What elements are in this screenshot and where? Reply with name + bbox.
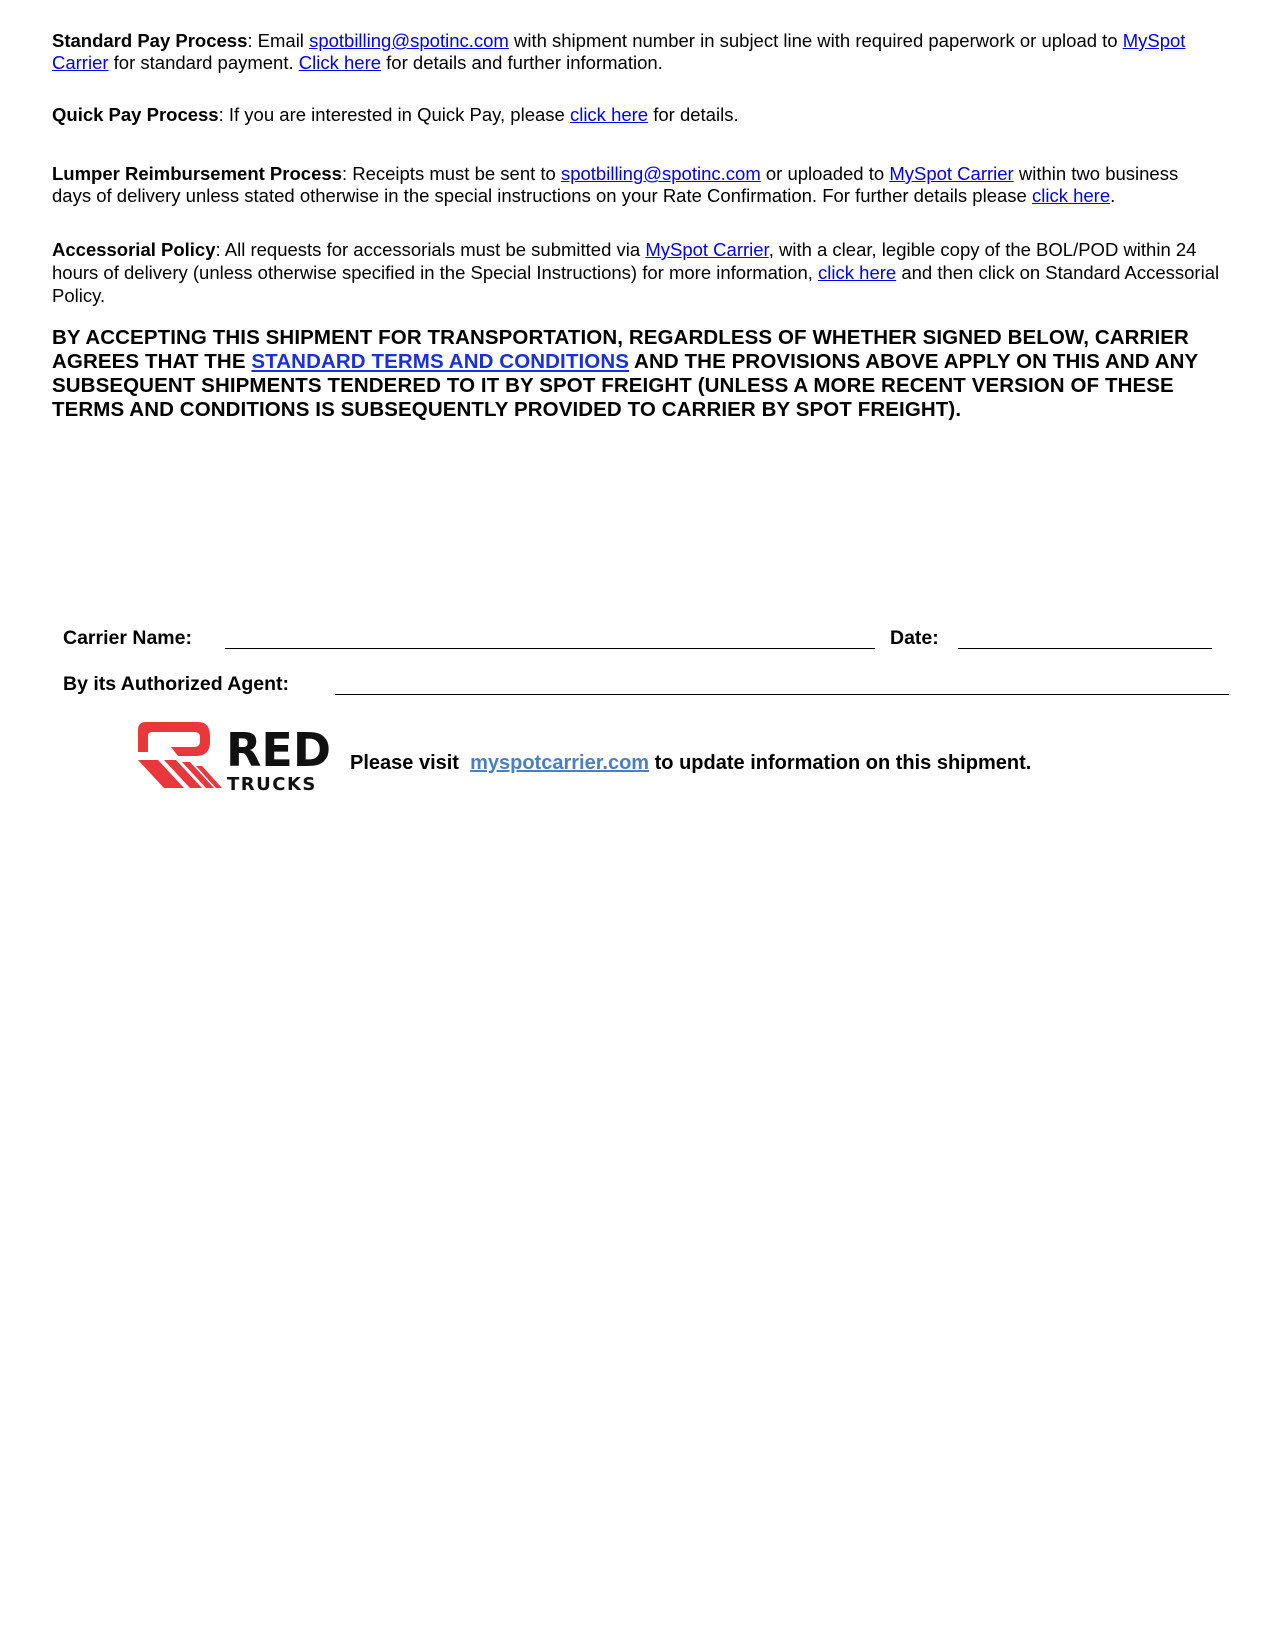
date-label: Date: <box>890 627 939 649</box>
accessorial-text-3: and then click on Standard Accessorial Policy. <box>52 262 1220 306</box>
billing-email-link[interactable]: spotbilling@spotinc.com <box>309 30 509 51</box>
lumper-text-3: within two business days of delivery unless stated otherwise in the special instructions on your Rate Confirmation. For further details please <box>52 163 1179 206</box>
standard-pay-paragraph <box>52 30 1222 74</box>
legal-text-2: AND THE PROVISIONS ABOVE APPLY ON THIS AND ANY SUBSEQUENT SHIPMENTS TENDERED TO IT BY SPOT FREIGHT (UNLESS A MORE RECENT VERSION OF THESE TERMS AND CONDITIONS IS SUBSEQUENTLY PROVIDED TO CARRIER BY SPOT FREIGHT). <box>52 350 1198 421</box>
carrier-name-label: Carrier Name: <box>63 627 192 649</box>
accessorial-heading: Accessorial Policy <box>52 239 216 260</box>
red-trucks-logo-graphic <box>138 722 333 792</box>
accessorial-text-1: : All requests for accessorials must be submitted via <box>215 239 646 260</box>
quick-pay-text-1: : If you are interested in Quick Pay, please <box>218 104 570 125</box>
date-line[interactable] <box>958 648 1212 649</box>
accessorial-details-link[interactable]: click here <box>818 262 897 283</box>
standard-pay-text-2: with shipment number in subject line with required paperwork or upload to <box>508 30 1123 51</box>
standard-pay-text-1: : Email <box>247 30 310 51</box>
accessorial-myspot-carrier-link[interactable]: MySpot Carrier <box>645 239 769 260</box>
myspotcarrier-site-link[interactable]: myspotcarrier.com <box>470 752 650 774</box>
accessorial-text-2: , with a clear, legible copy of the BOL/POD within 24 hours of delivery (unless otherwise specified in the Special Instructions) for more information, <box>52 239 1197 283</box>
logo-word: RED <box>226 723 332 777</box>
terms-acceptance-statement <box>52 326 1232 422</box>
lumper-text-2: or uploaded to <box>760 163 890 184</box>
lumper-email-link[interactable]: spotbilling@spotinc.com <box>560 163 761 184</box>
lumper-myspot-carrier-link[interactable]: MySpot Carrier <box>889 163 1014 184</box>
logo-subword: TRUCKS <box>227 774 317 792</box>
standard-terms-link[interactable]: STANDARD TERMS AND CONDITIONS <box>251 350 629 373</box>
myspot-carrier-link[interactable]: MySpot Carrier <box>52 30 1186 73</box>
lumper-details-link[interactable]: click here <box>1031 185 1111 206</box>
authorized-agent-label: By its Authorized Agent: <box>63 673 290 695</box>
standard-pay-text-3: for standard payment. <box>108 52 299 73</box>
red-trucks-logo <box>138 722 333 792</box>
lumper-text-1: : Receipts must be sent to <box>341 163 561 184</box>
standard-pay-details-link[interactable]: Click here <box>298 52 382 73</box>
visit-text-1: Please visit <box>350 752 465 774</box>
visit-text-2: to update information on this shipment. <box>654 752 1032 774</box>
lumper-paragraph <box>52 163 1222 207</box>
carrier-name-line[interactable] <box>225 648 875 649</box>
quick-pay-heading: Quick Pay Process <box>52 104 219 125</box>
lumper-heading: Lumper Reimbursement Process <box>52 163 342 184</box>
legal-text-1: BY ACCEPTING THIS SHIPMENT FOR TRANSPORTATION, REGARDLESS OF WHETHER SIGNED BELOW, CARRIER AGREES THAT THE <box>52 326 1189 373</box>
update-info-message <box>350 751 1031 775</box>
authorized-agent-line[interactable] <box>335 694 1229 695</box>
quick-pay-link[interactable]: click here <box>569 104 649 125</box>
standard-pay-heading: Standard Pay Process <box>52 30 248 51</box>
quick-pay-paragraph <box>52 104 1222 126</box>
quick-pay-text-2: for details. <box>648 104 739 125</box>
accessorial-paragraph <box>52 238 1222 307</box>
standard-pay-text-4: for details and further information. <box>381 52 663 73</box>
lumper-text-4: . <box>1110 185 1116 206</box>
r-mark-icon <box>138 722 222 788</box>
